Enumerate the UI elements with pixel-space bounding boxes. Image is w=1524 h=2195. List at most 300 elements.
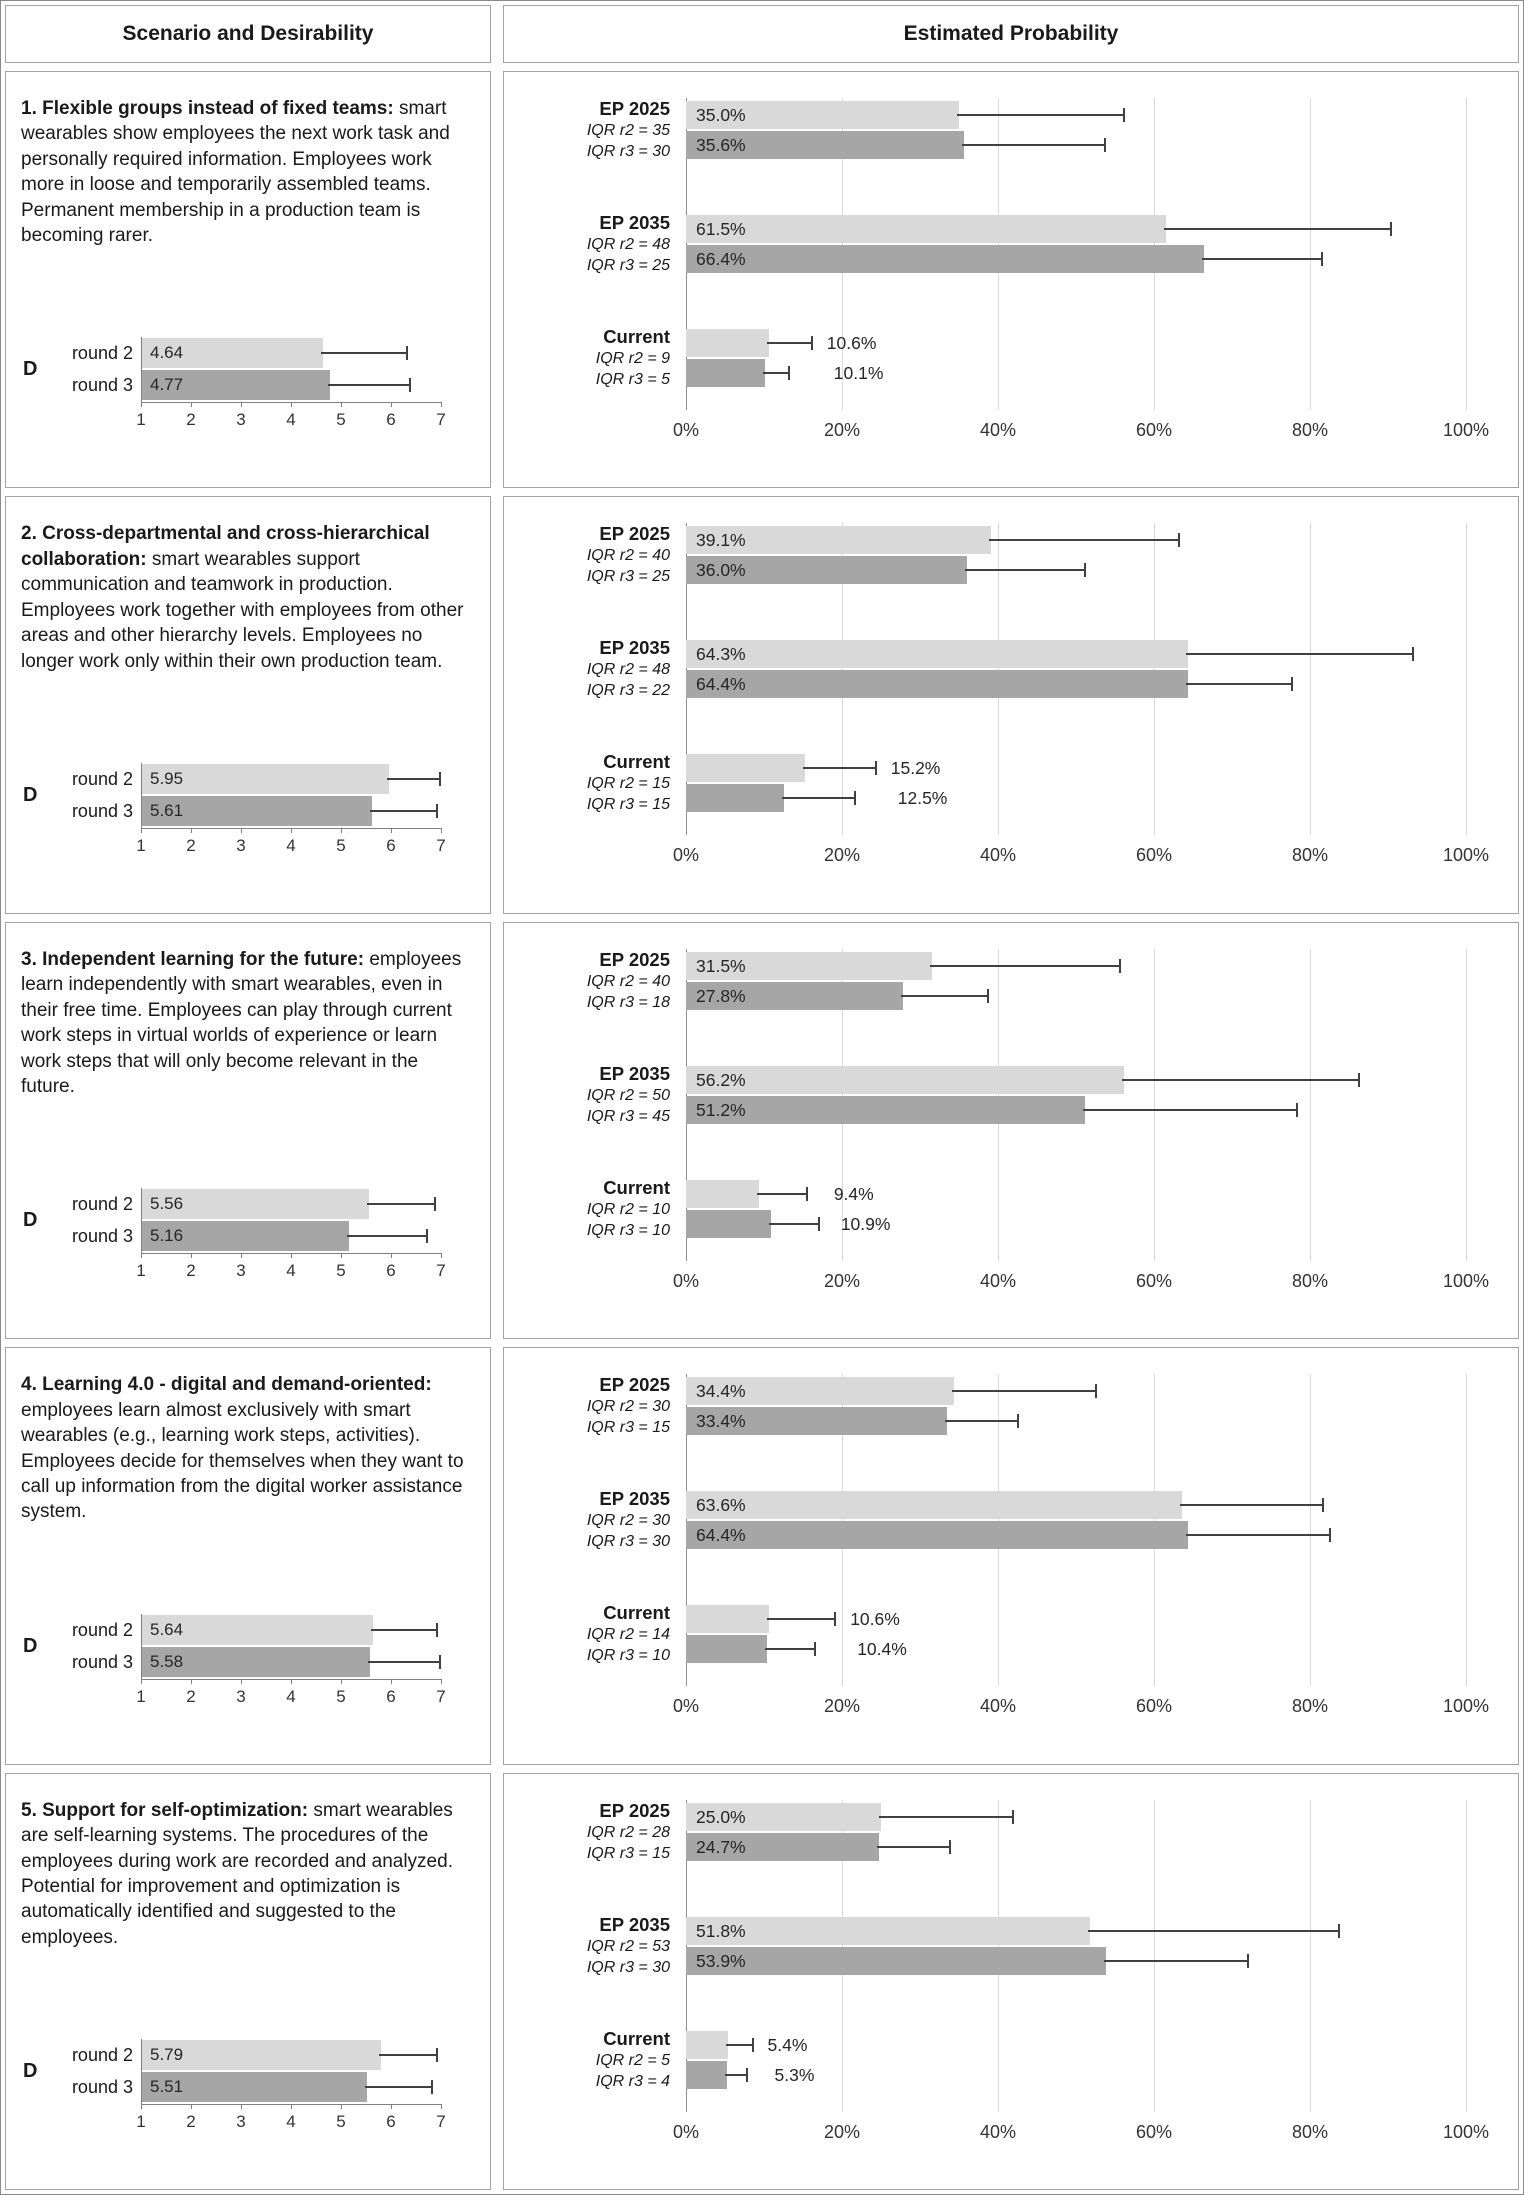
grid-line: [1310, 1800, 1311, 2112]
current-value-round-3: 10.9%: [840, 1213, 891, 1234]
ep-2025-value-round-3: 33.4%: [696, 1411, 746, 1432]
scenario-description-text: employees learn almost exclusively with smart wearables (e.g., learning work steps, activities). Employees decide for themselves when they want to call up information from the digital worker assistance system.: [21, 1399, 464, 1523]
desirability-axis-title: D: [23, 1209, 38, 1232]
axis-tick-label: 20%: [823, 1270, 861, 1291]
error-bar: [1083, 1109, 1296, 1111]
current-value-round-2: 10.6%: [826, 333, 877, 353]
error-bar-cap: [806, 1187, 808, 1201]
current-value-round-3: 10.4%: [857, 1639, 907, 1660]
desirability-plot: [21, 763, 475, 861]
current-iqr-round-2: IQR r2 = 14: [586, 1626, 670, 1644]
error-bar: [877, 1846, 949, 1848]
error-bar-cap: [875, 761, 877, 775]
probability-chart: [520, 949, 1502, 1301]
axis-tick-label: 6: [386, 835, 396, 855]
grid-line: [1466, 1374, 1467, 1686]
axis-tick: [241, 402, 242, 407]
ep-2035-bar-round-3: [686, 1947, 1106, 1975]
ep-2035-value-round-3: 51.2%: [696, 1099, 746, 1120]
scenario-2-cell: [5, 496, 491, 913]
error-bar: [767, 342, 811, 344]
axis-tick-label: 40%: [979, 2121, 1017, 2142]
current-value-round-2: 15.2%: [890, 758, 941, 779]
error-bar-cap: [834, 1612, 836, 1626]
scenario-title: 2. Cross-departmental and cross-hierarchical collaboration:: [21, 523, 430, 570]
axis-tick: [341, 1253, 342, 1258]
axis-tick-label: 5: [336, 2111, 346, 2131]
desirability-value-round-2: 5.79: [150, 2044, 184, 2064]
axis-tick-label: 60%: [1135, 2121, 1173, 2142]
error-bar: [1202, 258, 1321, 260]
ep-2025-iqr-round-3: IQR r3 = 15: [586, 1419, 670, 1437]
error-bar-cap: [814, 1642, 816, 1656]
axis-tick-label: 20%: [823, 420, 861, 440]
error-bar: [1122, 1079, 1358, 1081]
scenario-4-probability-cell: [503, 1347, 1519, 1764]
axis-tick-label: 4: [286, 2111, 296, 2131]
error-bar-cap: [811, 336, 813, 350]
current-label-block: [520, 751, 670, 815]
axis-tick: [141, 402, 142, 407]
category-axis-line: [141, 763, 142, 829]
ep-2035-bar-round-2: [686, 1066, 1124, 1094]
error-bar: [1088, 1930, 1338, 1932]
scenario-1-cell: [5, 71, 491, 488]
axis-tick-label: 1: [136, 835, 146, 855]
probability-chart: [520, 98, 1502, 450]
scenario-2-probability-cell: [503, 496, 1519, 913]
error-bar: [901, 995, 987, 997]
error-bar-cap: [409, 378, 411, 392]
scenario-1-probability-cell: [503, 71, 1519, 488]
axis-tick: [141, 828, 142, 833]
ep-2025-value-round-3: 35.6%: [696, 135, 746, 155]
current-iqr-round-2: IQR r2 = 9: [595, 350, 670, 367]
error-bar-cap: [406, 346, 408, 360]
ep-2035-bar-round-3: [686, 670, 1188, 698]
ep-2035-title: EP 2035: [599, 637, 670, 659]
error-bar: [370, 810, 437, 812]
ep-2025-title: EP 2025: [599, 948, 670, 970]
desirability-value-round-2: 5.64: [150, 1619, 184, 1639]
ep-2025-title: EP 2025: [599, 1374, 670, 1396]
ep-2035-iqr-round-3: IQR r3 = 25: [586, 257, 670, 274]
error-bar-cap: [1012, 1810, 1014, 1824]
error-bar: [726, 2044, 751, 2046]
ep-2035-title: EP 2035: [599, 212, 670, 233]
ep-2035-iqr-round-2: IQR r2 = 48: [586, 236, 670, 253]
current-bar-round-3: [686, 1635, 767, 1663]
ep-2025-label-block: [520, 1374, 670, 1438]
current-value-round-3: 5.3%: [774, 2064, 815, 2085]
error-bar: [962, 144, 1104, 146]
axis-tick-label: 3: [236, 410, 246, 430]
current-bar-round-3: [686, 784, 784, 812]
ep-2025-label-block: [520, 98, 670, 162]
ep-2035-label-block: [520, 212, 670, 276]
axis-tick: [241, 1253, 242, 1258]
scenario-5-probability-cell: [503, 1773, 1519, 2190]
desirability-plot: [21, 1614, 475, 1712]
error-bar: [387, 778, 439, 780]
error-bar-cap: [1390, 222, 1392, 236]
grid-line: [1466, 949, 1467, 1261]
ep-2035-value-round-3: 64.4%: [696, 674, 746, 695]
current-title: Current: [603, 1602, 670, 1624]
error-bar: [1180, 1504, 1322, 1506]
ep-2035-value-round-2: 56.2%: [696, 1069, 746, 1090]
axis-tick-label: 6: [386, 1686, 396, 1706]
ep-2035-value-round-3: 64.4%: [696, 1525, 746, 1546]
desirability-value-round-3: 5.51: [150, 2076, 184, 2096]
axis-tick-label: 100%: [1442, 1270, 1490, 1291]
error-bar: [763, 372, 788, 374]
axis-tick-label: 1: [136, 1261, 146, 1281]
axis-tick-label: 80%: [1291, 2121, 1329, 2142]
axis-tick: [341, 828, 342, 833]
desirability-chart: [21, 2039, 475, 2137]
ep-2035-iqr-round-2: IQR r2 = 48: [586, 661, 670, 679]
axis-tick: [441, 1679, 442, 1684]
round-3-label: round 3: [71, 2076, 133, 2097]
desirability-chart: [21, 337, 475, 435]
round-3-label: round 3: [71, 1226, 133, 1247]
current-iqr-round-2: IQR r2 = 15: [586, 775, 670, 793]
ep-2025-label-block: [520, 523, 670, 587]
axis-tick-label: 20%: [823, 1696, 861, 1717]
current-iqr-round-3: IQR r3 = 5: [595, 371, 670, 388]
current-bar-round-2: [686, 1180, 759, 1208]
error-bar-cap: [1178, 533, 1180, 547]
round-2-label: round 2: [71, 2044, 133, 2065]
desirability-plot: [21, 1188, 475, 1286]
axis-tick: [241, 2104, 242, 2109]
category-axis-line: [141, 1614, 142, 1680]
column-header-estimated-probability: [503, 5, 1519, 63]
axis-tick: [241, 828, 242, 833]
desirability-value-round-3: 5.61: [150, 800, 184, 820]
current-value-round-3: 12.5%: [897, 788, 948, 809]
axis-tick: [391, 828, 392, 833]
round-3-label: round 3: [71, 375, 133, 396]
axis-tick-label: 2: [186, 2111, 196, 2131]
error-bar: [1164, 228, 1391, 230]
ep-2025-title: EP 2025: [599, 1799, 670, 1821]
current-label-block: [520, 326, 670, 390]
desirability-chart: [21, 1188, 475, 1286]
ep-2025-value-round-2: 31.5%: [696, 955, 746, 976]
ep-2025-iqr-round-2: IQR r2 = 35: [586, 122, 670, 139]
error-bar-cap: [439, 1655, 441, 1669]
category-axis-line: [141, 337, 142, 403]
axis-tick: [441, 1253, 442, 1258]
axis-tick-label: 1: [136, 1686, 146, 1706]
axis-tick-label: 7: [436, 1686, 446, 1706]
axis-tick: [291, 402, 292, 407]
axis-tick-label: 3: [236, 2111, 246, 2131]
ep-2035-title: EP 2035: [599, 1062, 670, 1084]
current-bar-round-3: [686, 2061, 727, 2089]
scenario-description: [21, 96, 475, 249]
axis-tick-label: 100%: [1442, 845, 1490, 866]
ep-2025-value-round-3: 36.0%: [696, 560, 746, 581]
ep-2025-iqr-round-3: IQR r3 = 25: [586, 568, 670, 586]
axis-tick-label: 2: [186, 1261, 196, 1281]
current-title: Current: [603, 1176, 670, 1198]
ep-2035-label-block: [520, 1488, 670, 1552]
header-label: Estimated Probability: [903, 22, 1119, 45]
error-bar: [945, 1420, 1017, 1422]
error-bar-cap: [746, 2068, 748, 2082]
error-bar: [1186, 1534, 1328, 1536]
ep-2035-iqr-round-3: IQR r3 = 22: [586, 682, 670, 700]
axis-tick-label: 100%: [1442, 1696, 1490, 1717]
axis-tick-label: 60%: [1135, 420, 1173, 440]
error-bar-cap: [439, 772, 441, 786]
ep-2035-iqr-round-2: IQR r2 = 53: [586, 1937, 670, 1955]
ep-2035-iqr-round-2: IQR r2 = 30: [586, 1512, 670, 1530]
axis-tick-label: 3: [236, 1686, 246, 1706]
axis-tick: [391, 1679, 392, 1684]
axis-tick: [191, 1253, 192, 1258]
axis-tick-label: 3: [236, 1261, 246, 1281]
error-bar-cap: [854, 791, 856, 805]
desirability-axis-title: D: [23, 2059, 38, 2082]
axis-tick-label: 40%: [979, 1696, 1017, 1717]
probability-chart: [520, 523, 1502, 875]
grid-line: [1466, 523, 1467, 835]
error-bar-cap: [1338, 1924, 1340, 1938]
current-value-round-2: 5.4%: [767, 2034, 808, 2055]
current-title: Current: [603, 2027, 670, 2049]
current-bar-round-3: [686, 1210, 771, 1238]
axis-tick-label: 7: [436, 835, 446, 855]
error-bar-cap: [788, 366, 790, 380]
grid-line: [1310, 98, 1311, 410]
axis-tick-label: 2: [186, 410, 196, 430]
ep-2025-value-round-3: 27.8%: [696, 985, 746, 1006]
error-bar-cap: [1321, 252, 1323, 266]
axis-tick-label: 20%: [823, 845, 861, 866]
ep-2025-iqr-round-2: IQR r2 = 30: [586, 1398, 670, 1416]
axis-tick-label: 80%: [1291, 1696, 1329, 1717]
axis-tick: [341, 1679, 342, 1684]
scenario-title: 1. Flexible groups instead of fixed teams:: [21, 98, 394, 119]
error-bar-cap: [1329, 1528, 1331, 1542]
desirability-chart: [21, 763, 475, 861]
axis-tick: [441, 402, 442, 407]
current-iqr-round-3: IQR r3 = 15: [586, 796, 670, 814]
current-iqr-round-3: IQR r3 = 10: [586, 1221, 670, 1239]
error-bar: [757, 1193, 806, 1195]
axis-tick-label: 2: [186, 835, 196, 855]
error-bar-cap: [818, 1217, 820, 1231]
ep-2035-bar-round-2: [686, 1917, 1090, 1945]
ep-2035-bar-round-3: [686, 1521, 1188, 1549]
current-label-block: [520, 1602, 670, 1666]
axis-tick: [191, 2104, 192, 2109]
axis-tick-label: 60%: [1135, 1696, 1173, 1717]
error-bar: [989, 539, 1178, 541]
ep-2025-value-round-2: 39.1%: [696, 530, 746, 551]
current-value-round-3: 10.1%: [833, 363, 884, 383]
axis-tick-label: 80%: [1291, 845, 1329, 866]
ep-2025-label-block: [520, 949, 670, 1013]
error-bar-cap: [1412, 647, 1414, 661]
axis-tick-label: 6: [386, 1261, 396, 1281]
current-label-block: [520, 1177, 670, 1241]
axis-tick-label: 80%: [1291, 420, 1329, 440]
error-bar-cap: [1084, 563, 1086, 577]
desirability-axis-title: D: [23, 358, 38, 381]
scenario-description-text: employees learn independently with smart wearables, even in their free time. Employees can play through current work steps in virtual worlds of experience or learn work steps that will only become relevant in the future.: [21, 948, 462, 1098]
error-bar: [371, 1629, 436, 1631]
scenario-description: [21, 1798, 475, 1951]
error-bar: [769, 1223, 818, 1225]
ep-2035-bar-round-2: [686, 1491, 1182, 1519]
error-bar: [803, 767, 875, 769]
axis-tick-label: 7: [436, 410, 446, 430]
axis-tick-label: 5: [336, 1686, 346, 1706]
axis-tick: [441, 828, 442, 833]
current-bar-round-2: [686, 754, 805, 782]
axis-tick-label: 100%: [1442, 2121, 1490, 2142]
axis-tick-label: 0%: [672, 1270, 699, 1291]
ep-2035-bar-round-2: [686, 215, 1166, 243]
error-bar-cap: [436, 804, 438, 818]
scenario-description: [21, 947, 475, 1100]
error-bar: [321, 352, 406, 354]
ep-2035-value-round-2: 64.3%: [696, 644, 746, 665]
ep-2035-label-block: [520, 1914, 670, 1978]
error-bar: [379, 2054, 437, 2056]
scenario-description-text: smart wearables show employees the next work task and personally required information. Employees work more in loose and temporarily assembled teams. Permanent membership in a production team is becoming rarer.: [21, 98, 450, 247]
error-bar: [368, 1661, 439, 1663]
axis-tick-label: 100%: [1442, 420, 1490, 440]
scenario-3-probability-cell: [503, 922, 1519, 1339]
error-bar: [725, 2074, 746, 2076]
axis-tick-label: 7: [436, 2111, 446, 2131]
category-axis-line: [141, 2039, 142, 2105]
current-bar-round-2: [686, 2031, 728, 2059]
current-title: Current: [603, 751, 670, 773]
error-bar-cap: [431, 2080, 433, 2094]
ep-2025-value-round-2: 34.4%: [696, 1381, 746, 1402]
error-bar-cap: [426, 1229, 428, 1243]
desirability-plot: [21, 337, 475, 435]
scenario-description: [21, 521, 475, 674]
current-label-block: [520, 2028, 670, 2092]
error-bar-cap: [1322, 1498, 1324, 1512]
ep-2035-value-round-3: 53.9%: [696, 1950, 746, 1971]
scenario-description-text: smart wearables are self-learning systems. The procedures of the employees during work are recorded and analyzed. Potential for improvement and optimization is automatically identified and suggested to the employees.: [21, 1799, 453, 1948]
axis-tick-label: 60%: [1135, 1270, 1173, 1291]
error-bar: [965, 569, 1084, 571]
current-bar-round-2: [686, 329, 769, 357]
ep-2035-bar-round-2: [686, 640, 1188, 668]
axis-tick-label: 3: [236, 835, 246, 855]
axis-tick-label: 4: [286, 835, 296, 855]
grid-line: [1466, 1800, 1467, 2112]
axis-tick-label: 40%: [979, 845, 1017, 866]
current-iqr-round-2: IQR r2 = 10: [586, 1200, 670, 1218]
grid-line: [1310, 523, 1311, 835]
scenario-4-cell: [5, 1347, 491, 1764]
error-bar: [347, 1235, 426, 1237]
ep-2035-iqr-round-3: IQR r3 = 30: [586, 1958, 670, 1976]
axis-tick: [441, 2104, 442, 2109]
error-bar-cap: [436, 2048, 438, 2062]
current-bar-round-2: [686, 1605, 769, 1633]
ep-2035-label-block: [520, 637, 670, 701]
error-bar: [1104, 1960, 1246, 1962]
error-bar-cap: [1119, 959, 1121, 973]
header-label: Scenario and Desirability: [122, 22, 374, 45]
ep-2035-value-round-2: 61.5%: [696, 219, 746, 239]
grid-line: [1310, 1374, 1311, 1686]
axis-tick-label: 80%: [1291, 1270, 1329, 1291]
scenario-3-cell: [5, 922, 491, 1339]
axis-tick: [241, 1679, 242, 1684]
error-bar-cap: [1123, 108, 1125, 122]
axis-tick: [391, 1253, 392, 1258]
current-bar-round-3: [686, 359, 765, 387]
error-bar: [930, 965, 1119, 967]
round-2-label: round 2: [71, 1194, 133, 1215]
current-title: Current: [603, 326, 670, 347]
ep-2035-value-round-2: 51.8%: [696, 1920, 746, 1941]
desirability-value-round-2: 5.95: [150, 768, 184, 788]
error-bar-cap: [1104, 138, 1106, 152]
category-axis-line: [141, 1188, 142, 1254]
error-bar: [1186, 683, 1291, 685]
scenario-5-cell: [5, 1773, 491, 2190]
error-bar-cap: [1358, 1073, 1360, 1087]
error-bar-cap: [949, 1840, 951, 1854]
ep-2035-bar-round-3: [686, 245, 1204, 273]
probability-chart: [520, 1800, 1502, 2152]
current-value-round-2: 10.6%: [850, 1609, 900, 1630]
error-bar: [328, 384, 409, 386]
axis-tick-label: 6: [386, 410, 396, 430]
error-bar: [767, 1618, 835, 1620]
axis-tick: [191, 1679, 192, 1684]
error-bar: [952, 1390, 1094, 1392]
desirability-value-round-2: 4.64: [150, 343, 184, 363]
probability-chart: [520, 1374, 1502, 1726]
error-bar: [367, 1203, 434, 1205]
ep-2035-value-round-2: 63.6%: [696, 1495, 746, 1516]
error-bar: [365, 2086, 432, 2088]
axis-tick-label: 0%: [672, 845, 699, 866]
ep-2035-title: EP 2035: [599, 1488, 670, 1510]
desirability-chart: [21, 1614, 475, 1712]
column-header-scenario-desirability: [5, 5, 491, 63]
ep-2025-iqr-round-3: IQR r3 = 15: [586, 1844, 670, 1862]
axis-tick: [191, 402, 192, 407]
scenario-title: 4. Learning 4.0 - digital and demand-oriented:: [21, 1374, 432, 1396]
ep-2035-value-round-3: 66.4%: [696, 249, 746, 269]
axis-tick-label: 60%: [1135, 845, 1173, 866]
axis-tick-label: 5: [336, 1261, 346, 1281]
axis-tick: [191, 828, 192, 833]
round-2-label: round 2: [71, 768, 133, 789]
desirability-axis-title: D: [23, 783, 38, 806]
current-value-round-2: 9.4%: [833, 1183, 874, 1204]
ep-2025-iqr-round-2: IQR r2 = 28: [586, 1823, 670, 1841]
error-bar: [782, 797, 854, 799]
axis-tick: [141, 2104, 142, 2109]
